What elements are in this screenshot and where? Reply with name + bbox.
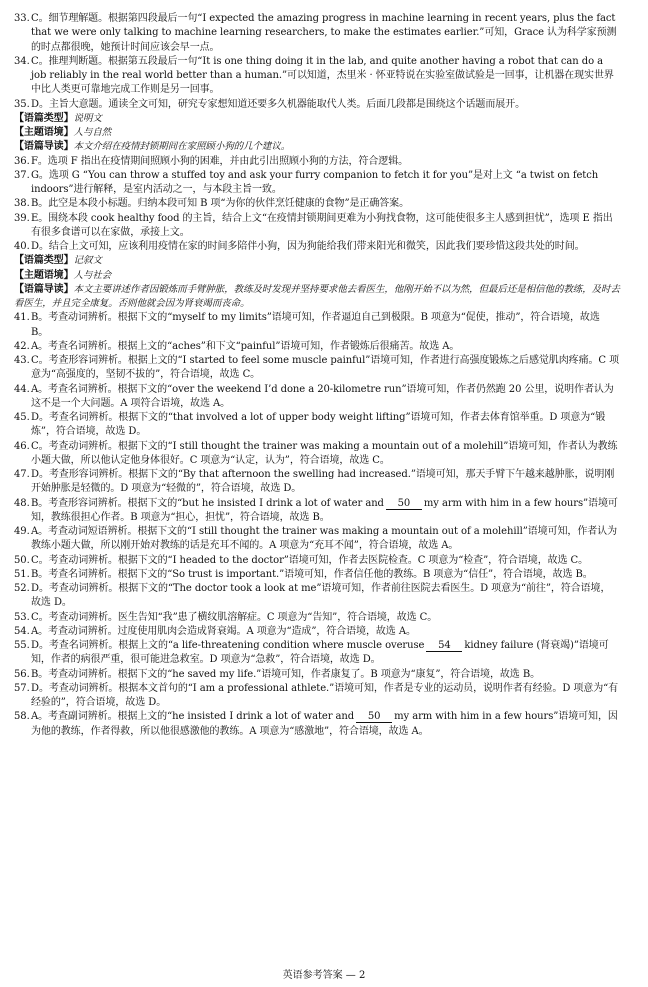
answer-item-57: 57. D。考查动词辨析。根据本文首句的“I am a professional athlete.”语境可知，作者是专业的运动员，说明作者有经验。D 项意为“有经验的”，符合语境，故选 D。 bbox=[14, 682, 619, 708]
blank-number: 54 bbox=[426, 640, 462, 652]
answer-item-34: 34. C。推理判断题。根据第五段最后一句“It is one thing doing it in the lab, and quite another having a robot that can do a job reliably in the real world better than a human.”可以知道，杰里米 · 怀亚特说在实验室做试验是一回事，让机器在现实世界中比人类更可靠地完成工作则是另一回事。 bbox=[14, 55, 614, 96]
answer-item-35: 35. D。主旨大意题。通读全文可知，研究专家想知道还要多久机器能取代人类。后面几段都是围绕这个话题而展开。 bbox=[14, 98, 526, 110]
answer-content bbox=[14, 12, 620, 739]
items-group-a bbox=[14, 12, 620, 112]
answer-item-38: 38. B。此空是本段小标题。归纳本段可知 B 项“为你的伙伴烹饪健康的食物”是正确答案。 bbox=[14, 198, 409, 210]
answer-item-39: 39. E。围绕本段 cook healthy food 的主旨，结合上文“在疫情封锁期间更难为小狗找食物，这可能使很多主人感到担忧”，选项 E 指出有很多食谱可以在家做，承接上文。 bbox=[14, 212, 613, 238]
answer-item-47: 47. D。考查形容词辨析。根据下文的“By that afternoon the swelling had increased.”语境可知，那天手臂下午越来越肿胀，说明刚开始肿胀是轻微的。D 项意为“轻微的”，符合语境，故选 D。 bbox=[14, 469, 615, 495]
answer-item-42: 42. A。考查名词辨析。根据上文的“aches”和下文“painful”语境可知，作者锻炼后很痛苦。故选 A。 bbox=[14, 340, 460, 352]
answer-item-55: 55. D。考查名词辨析。根据上文的“a life-threatening condition where muscle overuse 54 kidney failure (肾衰竭)”语境可知，作者的病很严重，很可能进急救室。D 项意为“急救”，符合语境，故选 D。 bbox=[14, 640, 609, 666]
passage-theme-b: 【主题语境】人与自然 bbox=[14, 127, 112, 138]
passage-guide-c: 【语篇导读】本文主要讲述作者因锻炼而手臂肿胀，教练及时发现并坚持要求他去看医生，他刚开始不以为然，但最后还是相信他的教练，及时去看医生，并且完全康复。否则他就会因为肾衰竭而丧命。 bbox=[14, 283, 620, 309]
answer-item-37: 37. G。选项 G “You can throw a stuffed toy and ask your furry companion to fetch it for you”是对上文 “a twist on fetch indoors”进行解释，是室内活动之一，与本段主旨一致。 bbox=[14, 169, 599, 195]
answer-item-44: 44. A。考查名词辨析。根据下文的“over the weekend I’d done a 20-kilometre run”语境可知，作者仍然跑 20 公里，说明作者认为这不是一个大问题。A 项符合语境，故选 A。 bbox=[14, 383, 614, 409]
blank-number: 50 bbox=[356, 711, 392, 723]
answer-item-50: 50. C。考查动词辨析。根据下文的“I headed to the doctor”语境可知，作者去医院检查。C 项意为“检查”，符合语境，故选 C。 bbox=[14, 554, 589, 566]
answer-item-45: 45. D。考查名词辨析。根据下文的“that involved a lot of upper body weight lifting”语境可知，作者去体育馆举重。D 项意为“锻炼”，符合语境，故选 D。 bbox=[14, 412, 606, 438]
answer-item-36: 36. F。选项 F 指出在疫情期间照顾小狗的困难，并由此引出照顾小狗的方法，符合逻辑。 bbox=[14, 155, 409, 167]
answer-item-46: 46. C。考查动词辨析。根据下文的“I still thought the trainer was making a mountain out of a molehill”语境可知，作者认为教练小题大做，所以他认定他身体很好。C 项意为“认定，认为”，符合语境，故选 C。 bbox=[14, 440, 618, 466]
items-group-b bbox=[14, 155, 620, 255]
answer-item-48: 48. B。考查形容词辨析。根据下文的“but he insisted I drink a lot of water and 50 my arm with him in a few hours”语境可知，教练很担心作者。B 项意为“担心，担忧”，符合语境，故选 B。 bbox=[14, 497, 618, 523]
answer-item-58: 58. A。考查副词辨析。根据上文的“he insisted I drink a lot of water and 50 my arm with him in a few hours”语境可知，因为他的教练，作者得救，所以他很感激他的教练。A 项意为“感激地”，符合语境，故选 A。 bbox=[14, 711, 618, 737]
passage-guide-b: 【语篇导读】本文介绍在疫情封锁期间在家照顾小狗的几个建议。 bbox=[14, 141, 291, 153]
blank-number: 50 bbox=[386, 498, 422, 510]
answer-item-53: 53. C。考查动词辨析。医生告知“我”患了横纹肌溶解症。C 项意为“告知”，符合语境，故选 C。 bbox=[14, 611, 438, 623]
passage-type-b: 【语篇类型】说明文 bbox=[14, 112, 102, 124]
answer-item-52: 52. D。考查动词辨析。根据下文的“The doctor took a look at me”语境可知，作者前往医院去看医生。D 项意为“前往”，符合语境，故选 D。 bbox=[14, 583, 611, 609]
answer-item-56: 56. B。考查动词辨析。根据下文的“he saved my life.”语境可知，作者康复了。B 项意为“康复”，符合语境，故选 B。 bbox=[14, 668, 541, 680]
page-footer: 英语参考答案 — 2 bbox=[282, 970, 366, 981]
answer-item-51: 51. B。考查名词辨析。根据下文的“So trust is important.”语境可知，作者信任他的教练。B 项意为“信任”，符合语境，故选 B。 bbox=[14, 568, 593, 580]
passage-theme-c: 【主题语境】人与社会 bbox=[14, 269, 112, 281]
answer-item-40: 40. D。结合上文可知，应该利用疫情在家的时间多陪伴小狗，因为狗能给我们带来阳光和微笑，因此我们要珍惜这段共处的时间。 bbox=[14, 241, 585, 252]
answer-item-54: 54. A。考查动词辨析。过度使用肌肉会造成肾衰竭。A 项意为“造成”，符合语境，故选 A。 bbox=[14, 625, 416, 637]
answer-item-33: 33. C。细节理解题。根据第四段最后一句“I expected the amazing progress in machine learning in recent years, plus the fact that we were only talking to machine learning researchers, to make the estimates earlier.”可知，Grace 认为科学家预测的时点都很晚，她预计时间应该会早一点。 bbox=[14, 13, 617, 53]
answer-item-43: 43. C。考查形容词辨析。根据上文的“I started to feel some muscle painful”语境可知，作者进行高强度锻炼之后感觉肌肉疼痛。C 项意为“高强度的，坚韧不拔的”，符合语境，故选 C。 bbox=[14, 355, 619, 381]
answer-item-41: 41. B。考查动词辨析。根据下文的“myself to my limits”语境可知，作者逼迫自己到极限。B 项意为“促使，推动”，符合语境，故选 B。 bbox=[14, 312, 600, 338]
passage-type-c: 【语篇类型】记叙文 bbox=[14, 255, 102, 267]
items-group-c bbox=[14, 311, 620, 739]
answer-item-49: 49. A。考查动词短语辨析。根据下文的“I still thought the trainer was making a mountain out of a molehill”语境可知，作者认为教练小题大做，所以刚开始对教练的话是充耳不闻的。A 项意为“充耳不闻”，符合语境，故选 A。 bbox=[14, 526, 618, 552]
